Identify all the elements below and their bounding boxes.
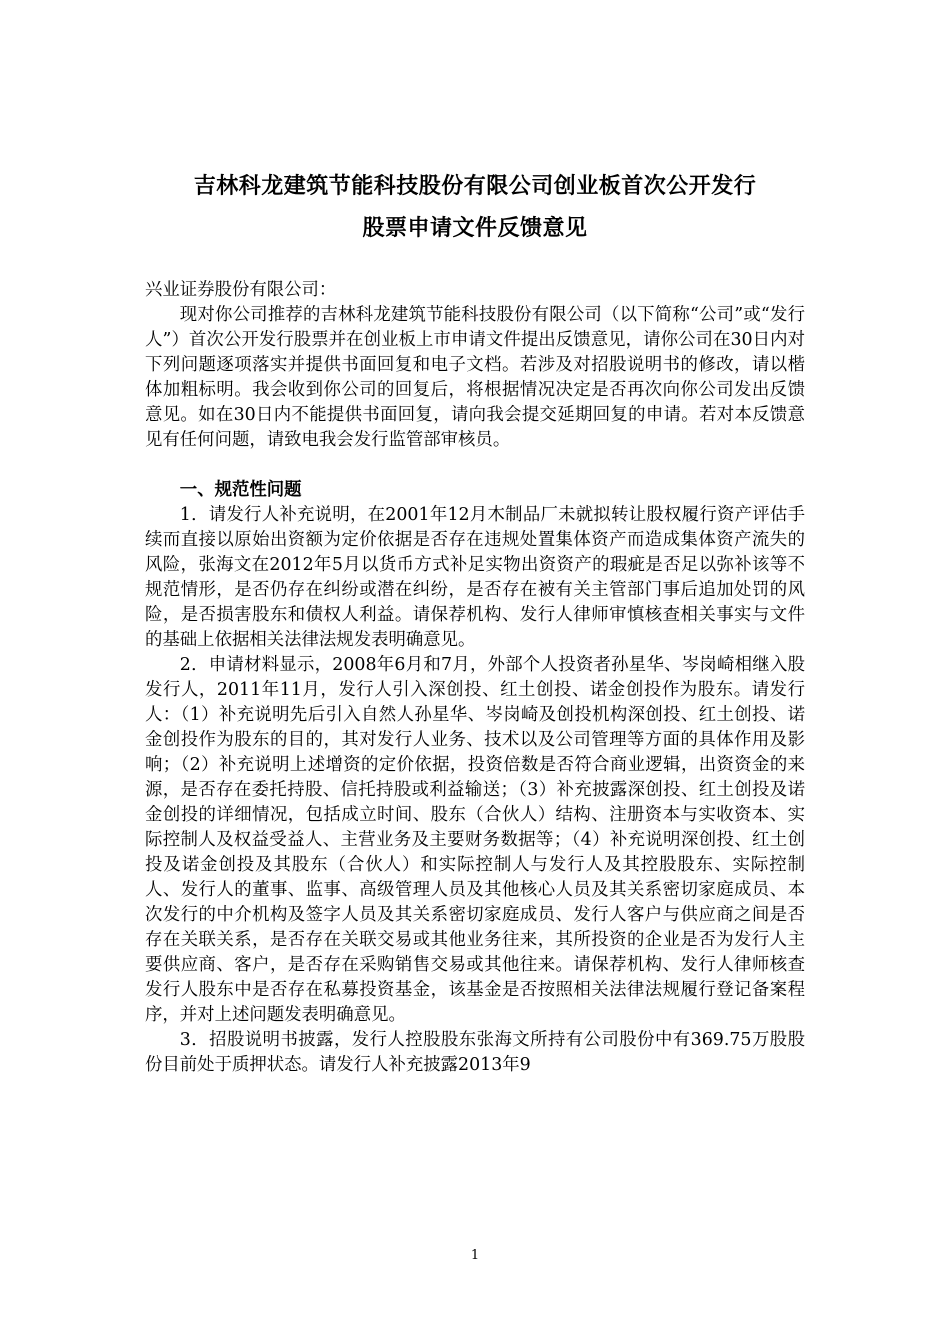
question-item-2: 2．申请材料显示，2008年6月和7月，外部个人投资者孙星华、岑岗崎相继入股发行人，2011年11月，发行人引入深创投、红土创投、诺金创投作为股东。请发行人：（1）补充说明先后引入自然人孙星华、岑岗崎及创投机构深创投、红土创投、诺金创投作为股东的目的，其对发行人业务、技术以及公司管理等方面的具体作用及影响；（2）补充说明上述增资的定价依据，投资倍数是否符合商业逻辑，出资资金的来源，是否存在委托持股、信托持股或利益输送；（3）补充披露深创投、红土创投及诺金创投的详细情况，包括成立时间、股东（合伙人）结构、注册资本与实收资本、实际控制人及权益受益人、主营业务及主要财务数据等；（4）补充说明深创投、红土创投及诺金创投及其股东（合伙人）和实际控制人与发行人及其控股股东、实际控制人、发行人的董事、监事、高级管理人员及其他核心人员及其关系密切家庭成员、本次发行的中介机构及签字人员及其关系密切家庭成员、发行人客户与供应商之间是否存在关联关系，是否存在关联交易或其他业务往来，其所投资的企业是否为发行人主要供应商、客户，是否存在采购销售交易或其他往来。请保荐机构、发行人律师核查发行人股东中是否存在私募投资基金，该基金是否按照相关法律法规履行登记备案程序，并对上述问题发表明确意见。: [145, 655, 805, 1025]
document-title-line2: 股票申请文件反馈意见: [362, 216, 588, 241]
addressee: 兴业证券股份有限公司：: [145, 280, 337, 300]
question-item-1: 1．请发行人补充说明，在2001年12月木制品厂未就拟转让股权履行资产评估手续而直接以原始出资额为定价依据是否存在违规处置集体资产而造成集体资产流失的风险，张海文在2012年5月以货币方式补足实物出资资产的瑕疵是否足以弥补该等不规范情形，是否仍存在纠纷或潜在纠纷，是否存在被有关主管部门事后追加处罚的风险，是否损害股东和债权人利益。请保荐机构、发行人律师审慎核查相关事实与文件的基础上依据相关法律法规发表明确意见。: [145, 505, 805, 650]
question-item-3: 3．招股说明书披露，发行人控股股东张海文所持有公司股份中有369.75万股股份目前处于质押状态。请发行人补充披露2013年9: [145, 1030, 805, 1075]
page-number: 1: [470, 1248, 480, 1263]
document-body: [145, 278, 805, 1078]
intro-paragraph: 现对你公司推荐的吉林科龙建筑节能科技股份有限公司（以下简称“公司”或“发行人”）首次公开发行股票并在创业板上市申请文件提出反馈意见，请你公司在30日内对下列问题逐项落实并提供书面回复和电子文档。若涉及对招股说明书的修改，请以楷体加粗标明。我会收到你公司的回复后，将根据情况决定是否再次向你公司发出反馈意见。如在30日内不能提供书面回复，请向我会提交延期回复的申请。若对本反馈意见有任何问题，请致电我会发行监管部审核员。: [145, 305, 805, 450]
document-title-line1: 吉林科龙建筑节能科技股份有限公司创业板首次公开发行: [193, 174, 757, 199]
section-heading: 一、规范性问题: [179, 480, 302, 500]
